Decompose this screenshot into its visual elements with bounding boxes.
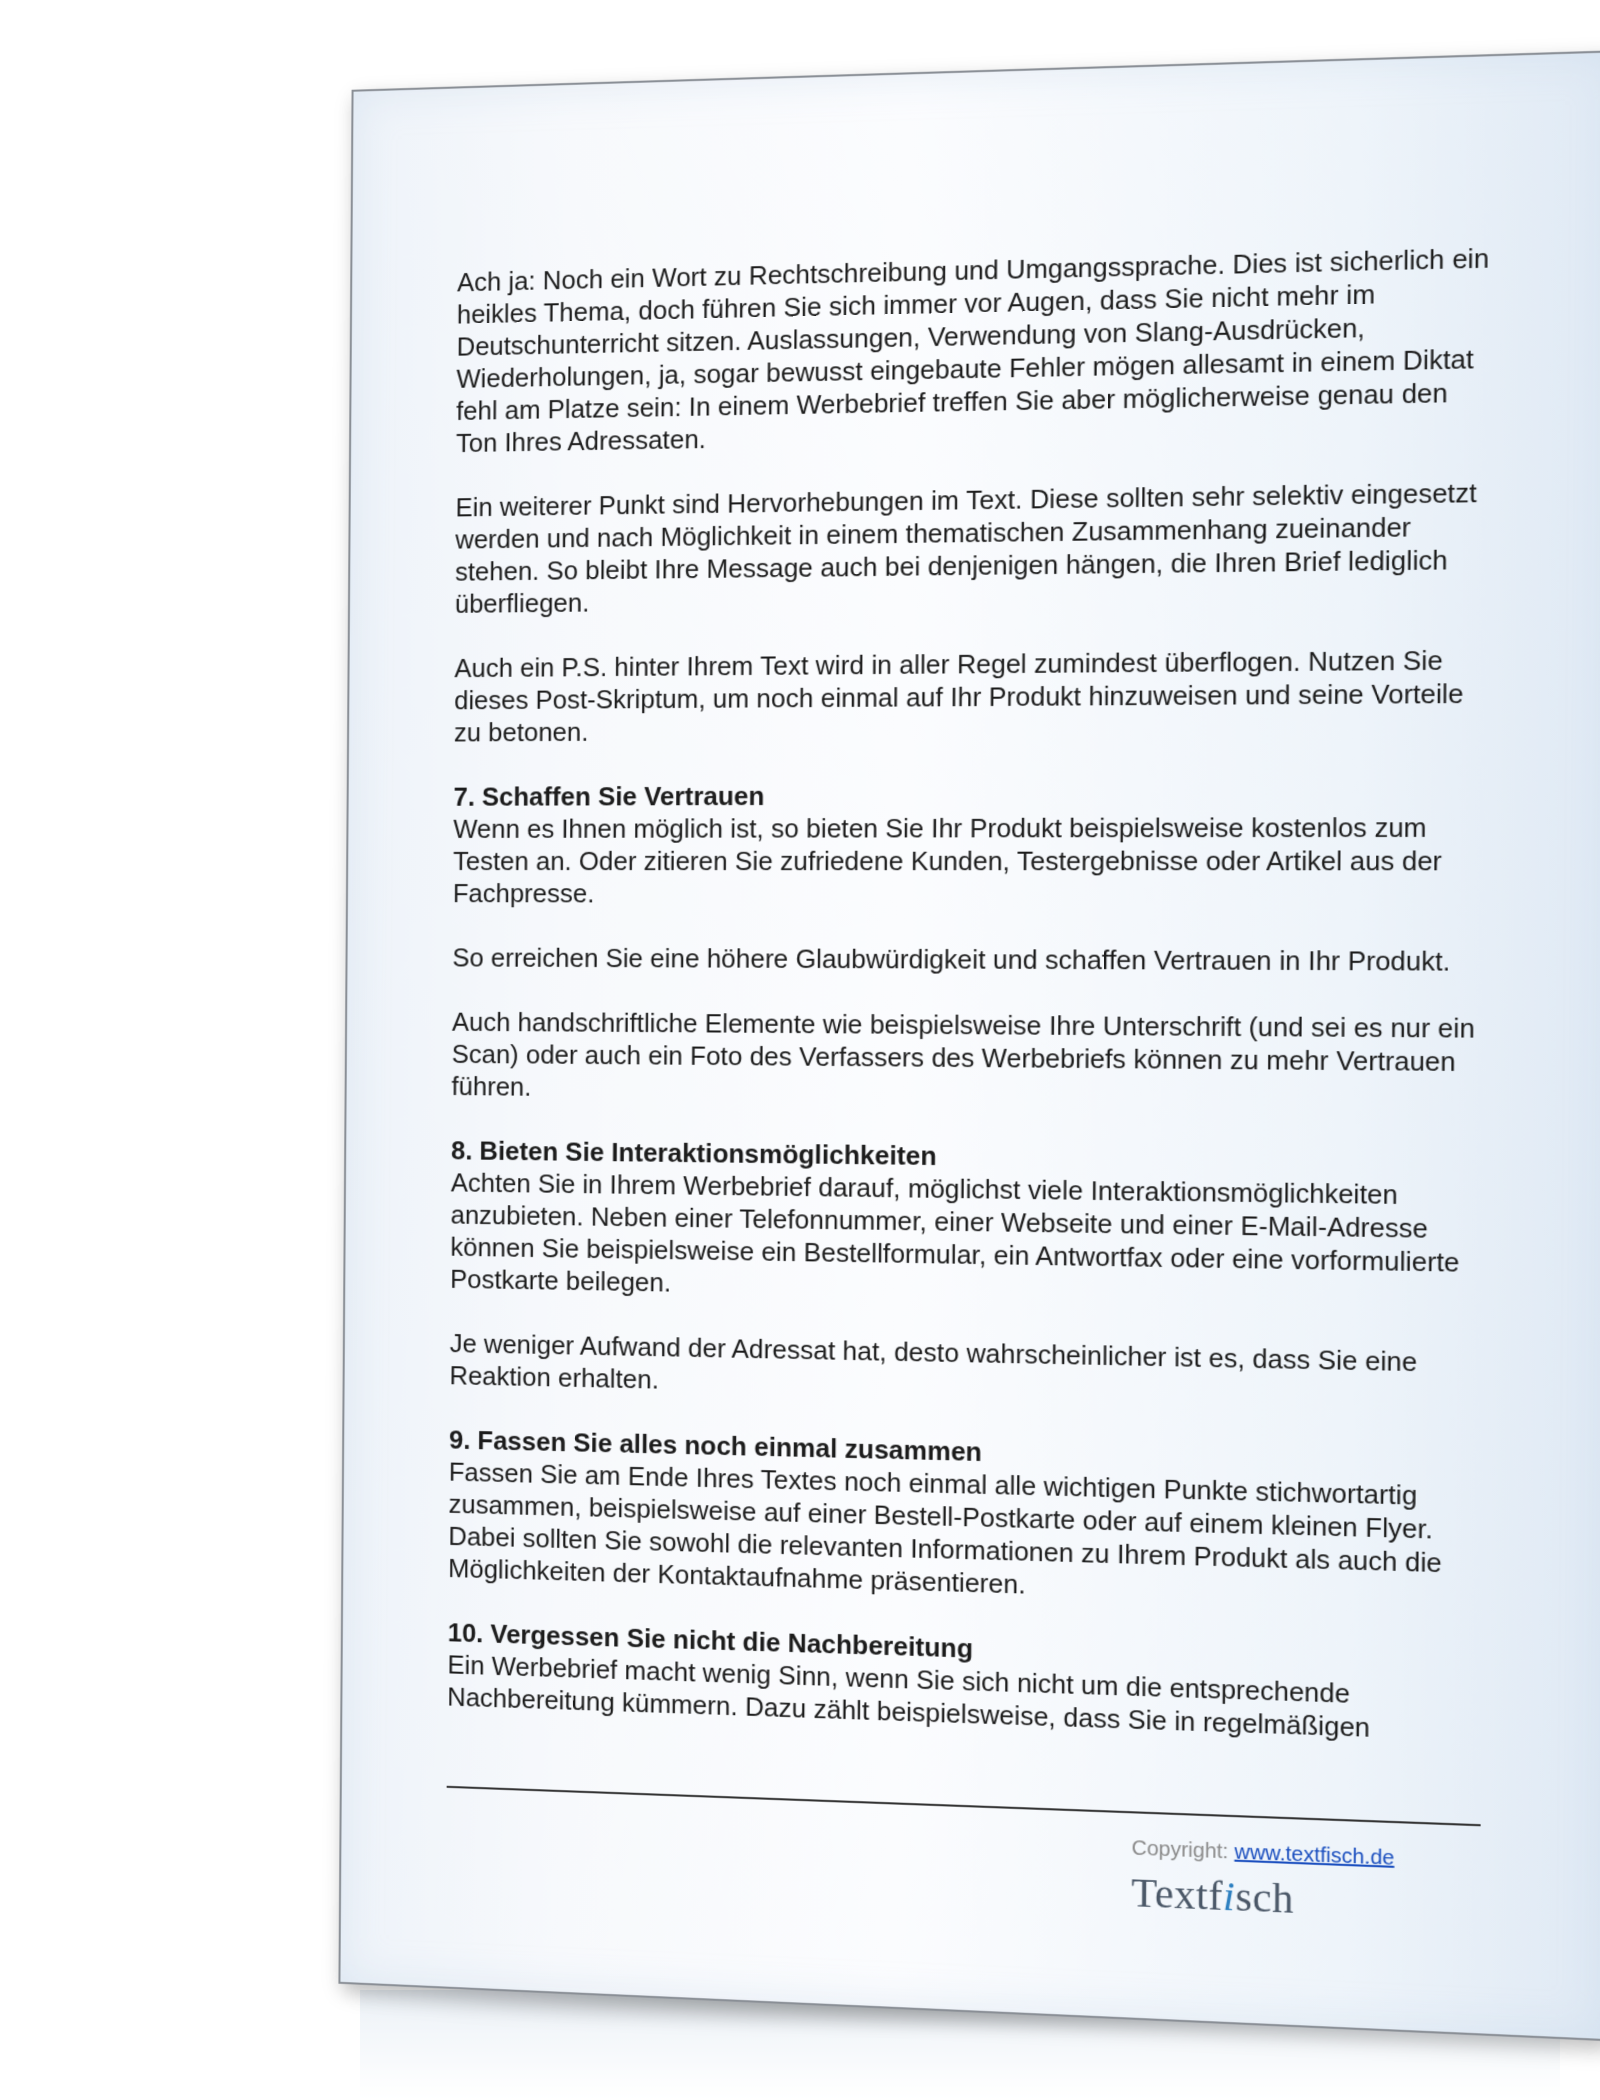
- section-7-heading: 7. Schaffen Sie Vertrauen: [453, 782, 765, 812]
- section-8-heading: 8. Bieten Sie Interaktionsmöglichkeiten: [450, 1137, 937, 1172]
- section-10-paragraph-1: Ein Werbebrief macht wenig Sinn, wenn Sie sich nicht um die entsprechende Nachbereitung kümmern. Dazu zählt beispielsweise, dass Sie in regelmäßigen: [447, 1651, 1371, 1744]
- section-8-paragraph-2: Je weniger Aufwand der Adressat hat, desto wahrscheinlicher ist es, dass Sie eine Reaktion erhalten.: [449, 1329, 1418, 1395]
- logo-text-start: Textf: [1131, 1869, 1224, 1920]
- section-9: [448, 1424, 1483, 1615]
- section-10: [447, 1617, 1482, 1749]
- copyright-label: Copyright:: [1131, 1837, 1229, 1864]
- section-10-heading: 10. Vergessen Sie nicht die Nachbereitung: [447, 1619, 974, 1664]
- section-7-paragraph-3: Auch handschriftliche Elemente wie beispielsweise Ihre Unterschrift (und sei es nur ein Scan) oder auch ein Foto des Verfassers des Werbebriefs können zu mehr Vertrauen führen.: [451, 1008, 1475, 1102]
- document-page: [338, 50, 1600, 2041]
- copyright-notice: [1131, 1837, 1394, 1871]
- paragraph-spelling: Ach ja: Noch ein Wort zu Rechtschreibung und Umgangssprache. Dies ist sicherlich ein heikles Thema, doch führen Sie sich immer vor Augen, dass Sie nicht mehr im Deutschunterricht sitzen. Auslassungen, Verwendung von Slang-Ausdrücken, Wiederholungen, ja, sogar bewusst eingebaute Fehler mögen allesamt in einem Diktat fehl am Platze sein: In einem Werbebrief treffen Sie aber möglicherweise genau den Ton Ihres Adressaten.: [455, 244, 1490, 459]
- copyright-link[interactable]: www.textfisch.de: [1234, 1840, 1395, 1870]
- document-body: [447, 242, 1492, 1748]
- section-8-paragraph-1: Achten Sie in Ihrem Werbebrief darauf, möglichst viele Interaktionsmöglichkeiten anzubieten. Neben einer Telefonnummer, einer Webseite und einer E-Mail-Adresse können Sie beispielsweise ein Bestellformular, ein Antwortfax oder eine vorformulierte Postkarte beilegen.: [450, 1169, 1460, 1298]
- logo-text-end: sch: [1235, 1873, 1295, 1923]
- paragraph-highlights: Ein weiterer Punkt sind Hervorhebungen im Text. Diese sollten sehr selektiv eingesetzt werden und nach Möglichkeit in einem thematischen Zusammenhang zueinander stehen. So bleibt Ihre Message auch bei denjenigen hängen, die Ihren Brief lediglich überfliegen.: [454, 479, 1477, 619]
- section-7: [451, 778, 1488, 1113]
- section-9-paragraph-1: Fassen Sie am Ende Ihres Textes noch einmal alle wichtigen Punkte stichwortartig zusammen, beispielsweise auf einer Bestell-Postkarte oder auf einem kleinen Flyer. Dabei sollten Sie sowohl die relevanten Informationen zu Ihrem Produkt als auch die Möglichkeiten der Kontaktaufnahme präsentieren.: [448, 1458, 1442, 1600]
- textfisch-logo: [1131, 1868, 1294, 1923]
- footer-divider: [447, 1786, 1481, 1826]
- section-7-paragraph-2: So erreichen Sie eine höhere Glaubwürdigkeit und schaffen Vertrauen in Ihr Produkt.: [452, 944, 1451, 977]
- logo-fish-icon: i: [1222, 1872, 1236, 1920]
- paragraph-postscript: Auch ein P.S. hinter Ihrem Text wird in aller Regel zumindest überflogen. Nutzen Sie dieses Post-Skriptum, um noch einmal auf Ihr Produkt hinzuweisen und seine Vorteile zu betonen.: [453, 646, 1464, 748]
- section-9-heading: 9. Fassen Sie alles noch einmal zusammen: [448, 1426, 982, 1468]
- section-8: [449, 1135, 1485, 1414]
- section-7-paragraph-1: Wenn es Ihnen möglich ist, so bieten Sie Ihr Produkt beispielsweise kostenlos zum Testen an. Oder zitieren Sie zufriedene Kunden, Testergebnisse oder Artikel aus der Fachpresse.: [452, 813, 1442, 909]
